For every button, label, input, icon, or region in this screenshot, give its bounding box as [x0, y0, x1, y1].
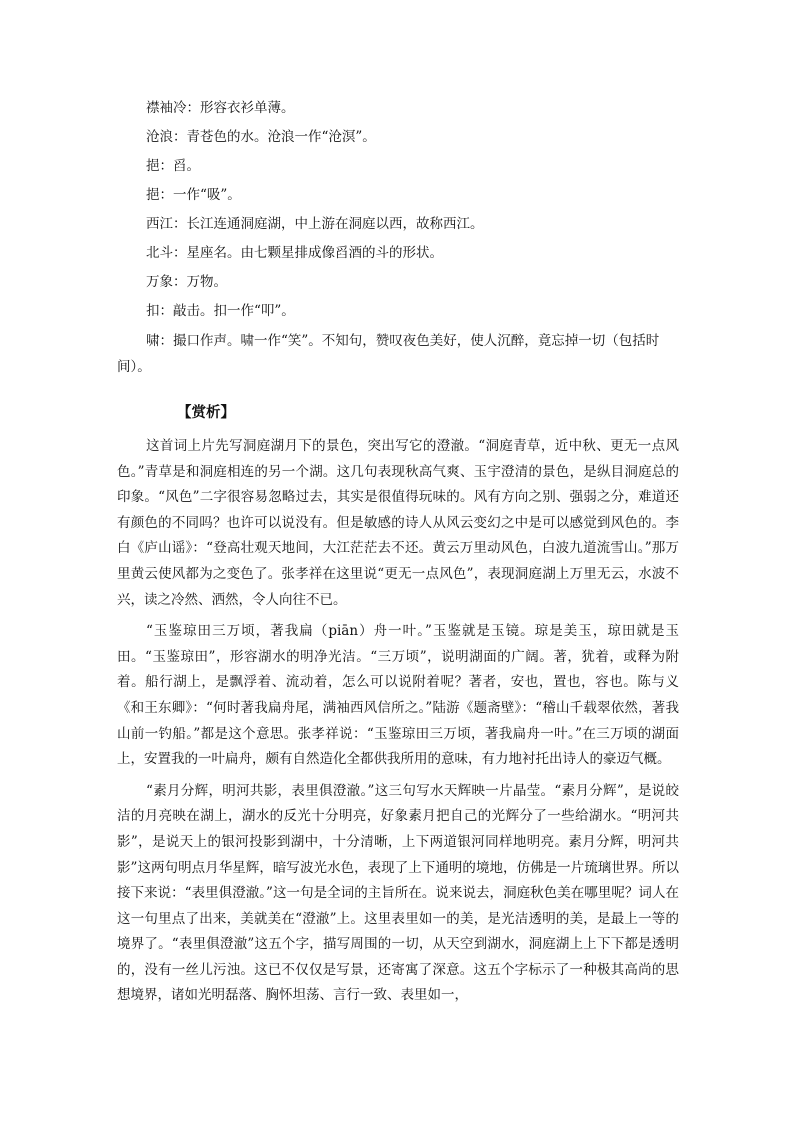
analysis-paragraph: “素月分辉，明河共影，表里俱澄澈。”这三句写水天辉映一片晶莹。“素月分辉”，是说皎洁的月亮映在湖上，湖水的反光十分明亮，好象素月把自己的光辉分了一些给湖水。“明河共影”，是说天上的银河投影到湖中，十分清晰，上下两道银河同样地明亮。素月分辉，明河共影”这两句明点月华星辉，暗写波光水色，表现了上下通明的境地，仿佛是一片琉璃世界。所以接下来说：“表里俱澄澈。”这一句是全词的主旨所在。说来说去，洞庭秋色美在哪里呢？词人在这一句里点了出来，美就美在“澄澈”上。这里表里如一的美，是光洁透明的美，是最上一等的境界了。“表里俱澄澈”这五个字，描写周围的一切，从天空到湖水，洞庭湖上上下下都是透明的，没有一丝儿污浊。这已不仅仅是写景，还寄寓了深意。这五个字标示了一种极其高尚的思想境界，诸如光明磊落、胸怀坦荡、言行一致、表里如一， [117, 782, 679, 1004]
annotation-line: 万象：万物。 [146, 274, 227, 290]
annotation-line: 沧浪：青苍色的水。沧浪一作“沧溟”。 [146, 129, 376, 145]
analysis-paragraph: 这首词上片先写洞庭湖月下的景色，突出写它的澄澈。“洞庭青草，近中秋、更无一点风色。”青草是和洞庭相连的另一个湖。这几句表现秋高气爽、玉宇澄清的景色，是纵目洞庭总的印象。“风色”二字很容易忽略过去，其实是很值得玩味的。风有方向之别、强弱之分，难道还有颜色的不同吗？也许可以说没有。但是敏感的诗人从风云变幻之中是可以感觉到风色的。李白《庐山谣》：“登高壮观天地间，大江茫茫去不还。黄云万里动风色，白波九道流雪山。”那万里黄云使风都为之变色了。张孝祥在这里说“更无一点风色”，表现洞庭湖上万里无云，水波不兴，读之冷然、洒然，令人向往不已。 [117, 438, 679, 608]
section-heading: 【赏析】 [177, 404, 235, 421]
annotation-line: 挹：一作“吸”。 [146, 187, 241, 203]
annotation-line: 扣：敲击。扣一作“叩”。 [146, 303, 295, 319]
annotation-line: 挹：舀。 [146, 158, 200, 174]
annotation-line: 啸：撮口作声。啸一作“笑”。不知句，赞叹夜色美好，使人沉醉，竟忘掉一切（包括时间）。 [117, 333, 660, 375]
analysis-paragraph: “玉鉴琼田三万顷，著我扁（piān）舟一叶。”玉鉴就是玉镜。琼是美玉，琼田就是玉田。“玉鉴琼田”，形容湖水的明净光洁。“三万顷”，说明湖面的广阔。著，犹着，或释为附着。船行湖上，是飘浮着、流动着，怎么可以说附着呢？著者，安也，置也，容也。陈与义《和王东卿》：“何时著我扁舟尾，满袖西风信所之。”陆游《题斋壁》：“稽山千载翠依然，著我山前一钓船。”都是这个意思。张孝祥说：“玉鉴琼田三万顷，著我扁舟一叶。”在三万顷的湖面上，安置我的一叶扁舟，颇有自然造化全都供我所用的意味，有力地衬托出诗人的豪迈气概。 [117, 623, 679, 768]
annotation-line: 襟袖冷：形容衣衫单薄。 [146, 100, 295, 116]
annotation-line: 北斗：星座名。由七颗星排成像舀酒的斗的形状。 [146, 245, 443, 261]
document-body [117, 94, 679, 1015]
annotation-line: 西江：长江连通洞庭湖，中上游在洞庭以西，故称西江。 [146, 216, 484, 232]
